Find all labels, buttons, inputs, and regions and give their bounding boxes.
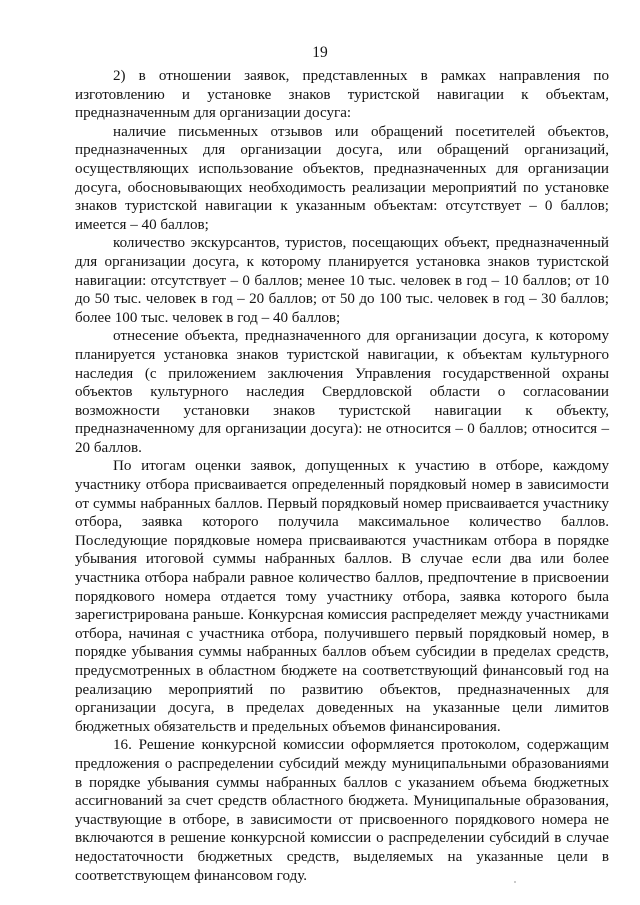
criterion-cultural-heritage-paragraph: отнесение объекта, предназначенного для организации досуга, к которому планируется установка знаков туристской навигации, к объектам культурного наследия (с приложением заключения Управления государственной охраны объектов культурного наследия Свердловской области о согласовании возможности установки знаков туристской навигации к объекту, предназначенному для организации досуга): не относится – 0 баллов; относится – 20 баллов. bbox=[75, 328, 609, 456]
document-body bbox=[75, 67, 609, 885]
page-number: 19 bbox=[312, 44, 328, 61]
scan-speck bbox=[514, 881, 516, 883]
criterion-visitor-count-paragraph: количество экскурсантов, туристов, посещающих объект, предназначенный для организации досуга, к которому планируется установка знаков туристской навигации: отсутствует – 0 баллов; менее 10 тыс. человек в год – 10 баллов; от 10 до 50 тыс. человек в год – 20 баллов; от 50 до 100 тыс. человек в год – 30 баллов; более 100 тыс. человек в год – 40 баллов; bbox=[75, 235, 609, 326]
criteria-intro-paragraph: 2) в отношении заявок, представленных в рамках направления по изготовлению и установке знаков туристской навигации к объектам, предназначенным для организации досуга: bbox=[75, 68, 609, 122]
criterion-visitor-feedback-paragraph: наличие письменных отзывов или обращений посетителей объектов, предназначенных для организации досуга, или обращений организаций, осуществляющих использование объектов, предназначенных для организации досуга, обосновывающих необходимость реализации мероприятий по установке знаков туристской навигации к указанным объектам: отсутствует – 0 баллов; имеется – 40 баллов; bbox=[75, 123, 609, 233]
ranking-procedure-paragraph: По итогам оценки заявок, допущенных к участию в отборе, каждому участнику отбора присваивается определенный порядковый номер в зависимости от суммы набранных баллов. Первый порядковый номер присваивается участнику отбора, заявка которого получила максимальное количество баллов. Последующие порядковые номера присваиваются участникам отбора в порядке убывания итоговой суммы набранных баллов. В случае если два или более участника отбора набрали равное количество баллов, предпочтение в присвоении порядкового номера отдается тому участнику отбора, заявка которого была зарегистрирована раньше. Конкурсная комиссия распределяет между участниками отбора, начиная с участника отбора, получившего первый порядковый номер, в порядке убывания суммы набранных баллов объем субсидии в пределах средств, предусмотренных в областном бюджете на соответствующий финансовый год на реализацию мероприятий по развитию объектов, предназначенных для организации досуга, в пределах доведенных на указанные цели лимитов бюджетных обязательств и предельных объемов финансирования. bbox=[75, 458, 609, 735]
section-16-paragraph: 16. Решение конкурсной комиссии оформляется протоколом, содержащим предложения о распределении субсидий между муниципальными образованиями в порядке убывания суммы набранных баллов с указанием объема бюджетных ассигнований за счет средств областного бюджета. Муниципальные образования, участвующие в отборе, в зависимости от присвоенного порядкового номера не включаются в решение конкурсной комиссии о распределении субсидий в случае недостаточности бюджетных средств, выделяемых на указанные цели в соответствующем финансовом году. bbox=[75, 737, 609, 884]
